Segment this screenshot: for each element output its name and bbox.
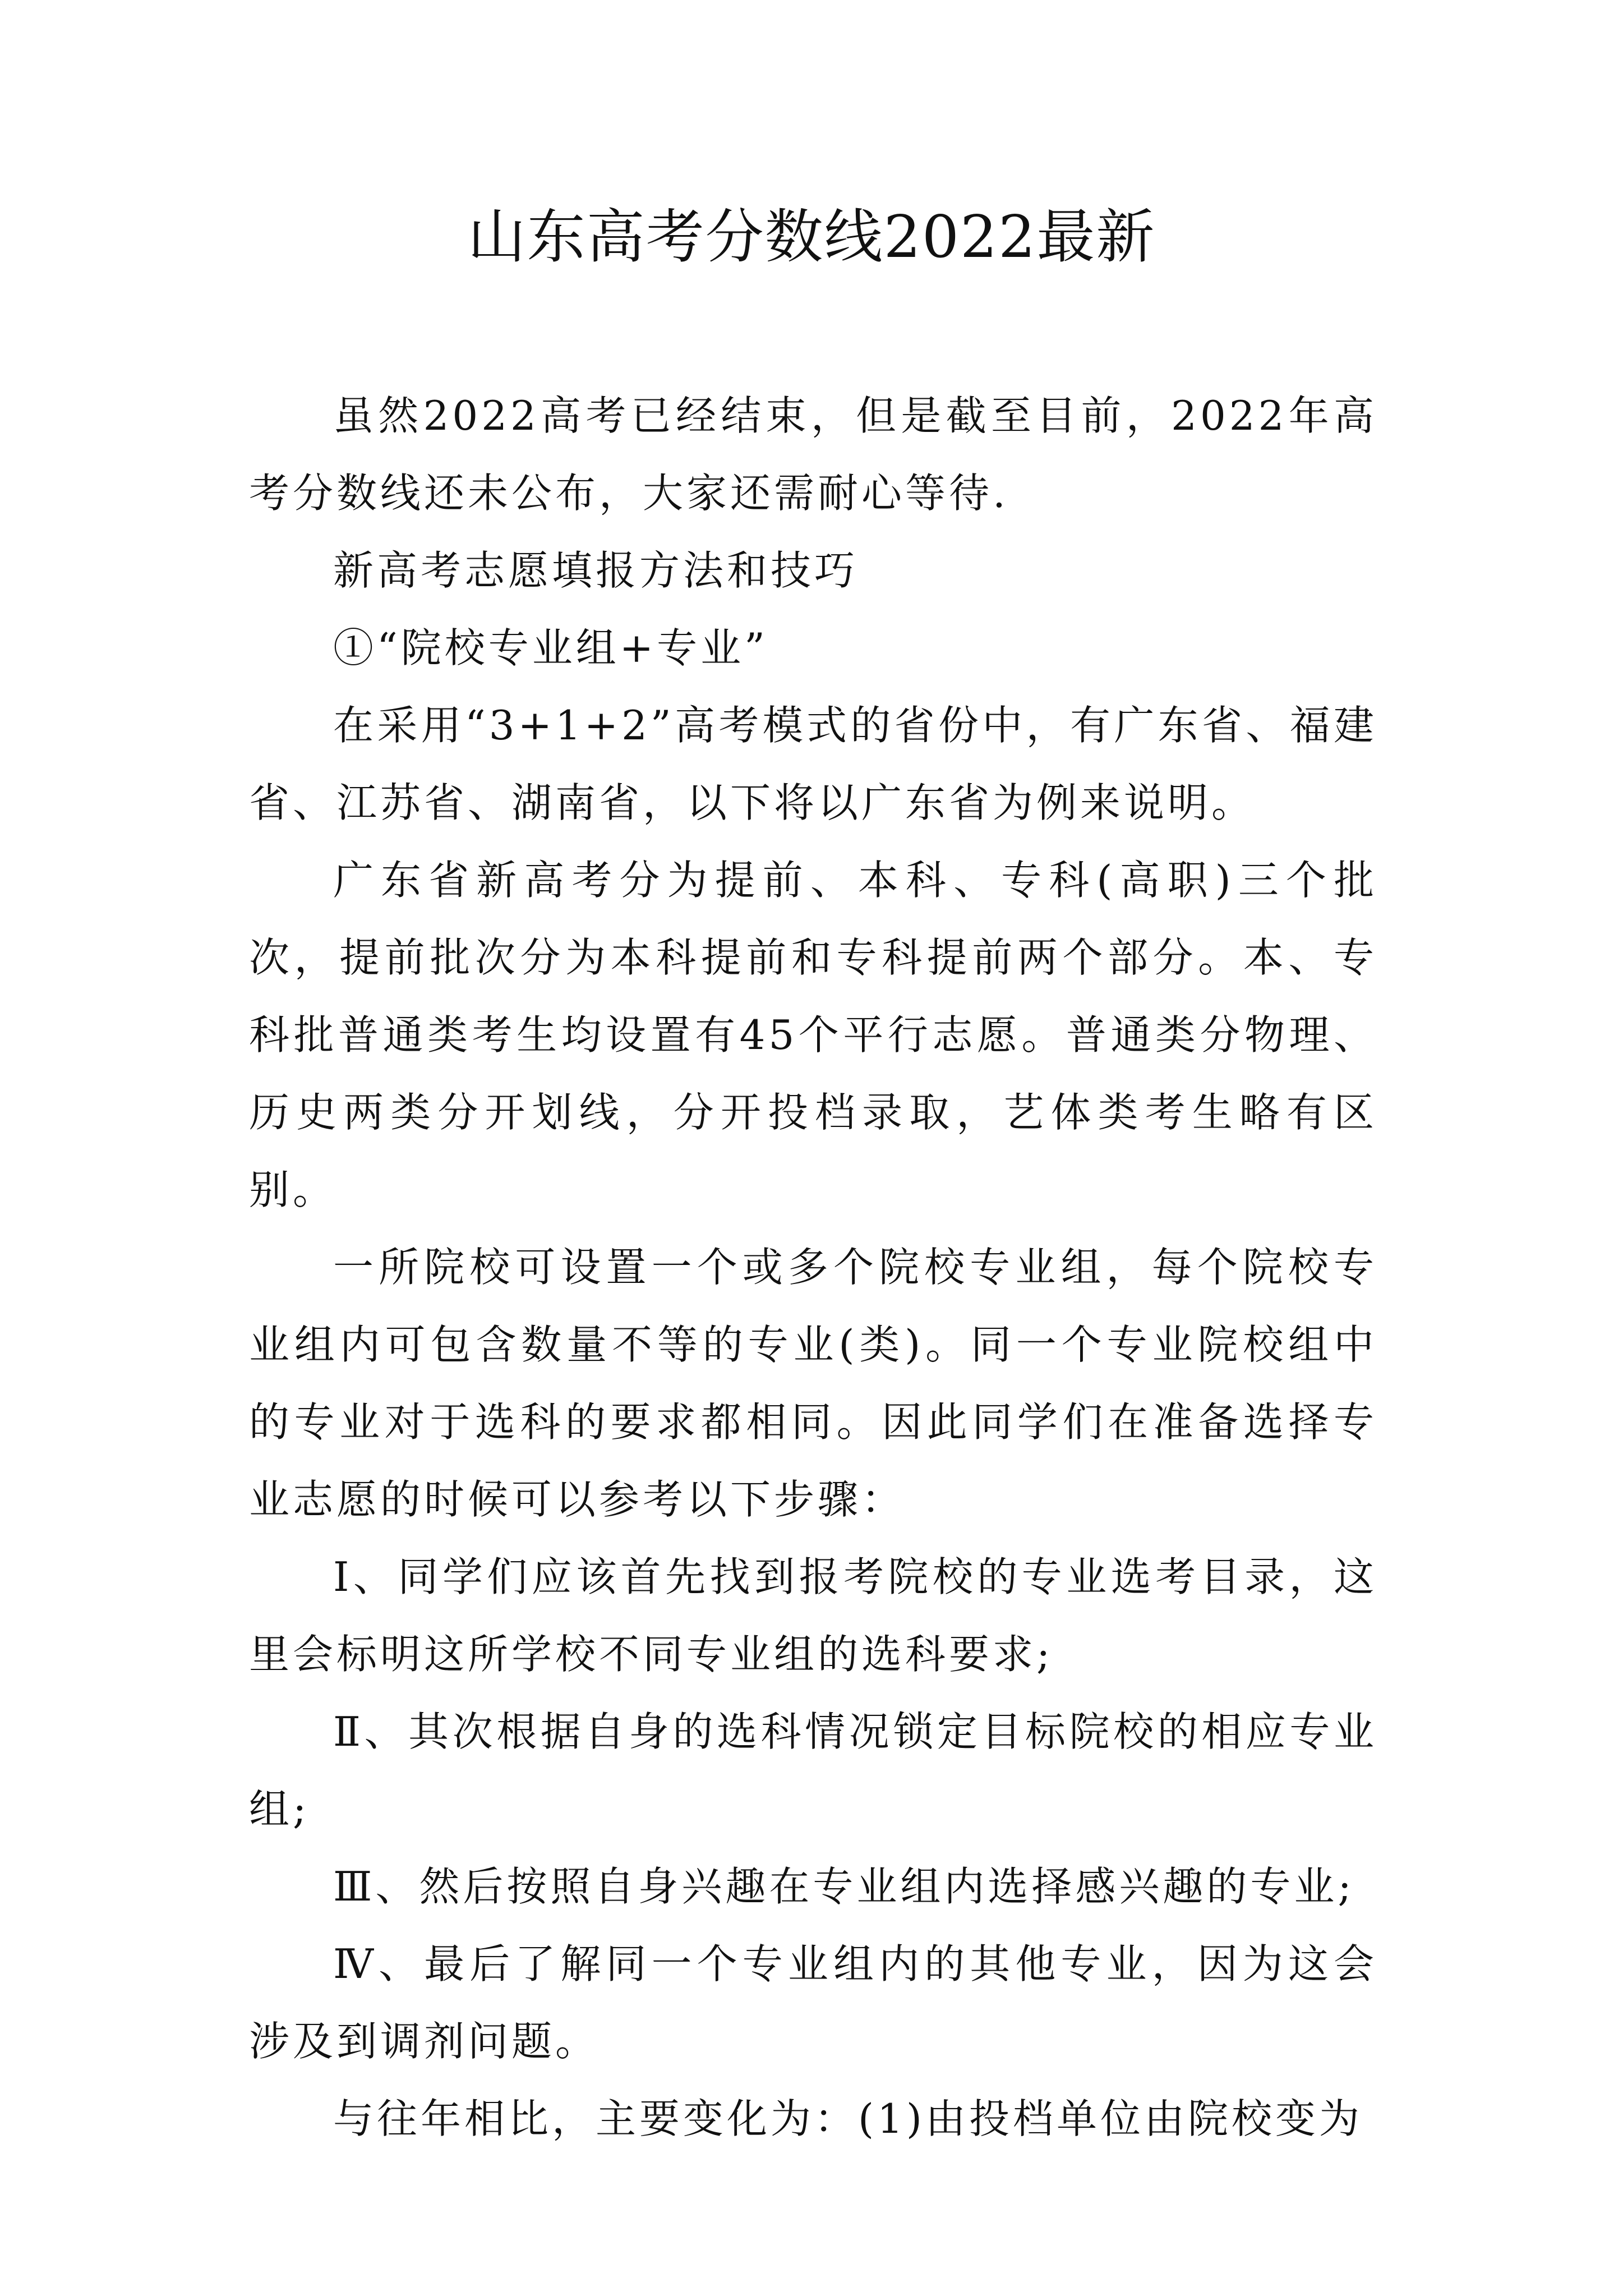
paragraph-step-3: Ⅲ、然后按照自身兴趣在专业组内选择感兴趣的专业; xyxy=(333,1863,1355,1910)
paragraph-step-2: Ⅱ、其次根据自身的选科情况锁定目标院校的相应专业组; xyxy=(249,1708,1377,1833)
paragraph-step-1: Ⅰ、同学们应该首先找到报考院校的专业选考目录，这里会标明这所学校不同专业组的选科要求; xyxy=(249,1553,1377,1678)
paragraph-heading-methods: 新高考志愿填报方法和技巧 xyxy=(333,547,859,594)
paragraph-step-4: Ⅳ、最后了解同一个专业组内的其他专业，因为这会涉及到调剂问题。 xyxy=(249,1940,1377,2065)
paragraph-college-groups: 一所院校可设置一个或多个院校专业组，每个院校专业组内可包含数量不等的专业(类)。同一个专业院校组中的专业对于选科的要求都相同。因此同学们在准备选择专业志愿的时候可以参考以下步骤： xyxy=(249,1244,1377,1523)
paragraph-guangdong-batches: 广东省新高考分为提前、本科、专科(高职)三个批次，提前批次分为本科提前和专科提前两个部分。本、专科批普通类考生均设置有45个平行志愿。普通类分物理、历史两类分开划线，分开投档录取，艺体类考生略有区别。 xyxy=(249,857,1377,1213)
paragraph-subheading-groups: ①“院校专业组+专业” xyxy=(333,624,768,671)
paragraph-provinces: 在采用“3+1+2”高考模式的省份中，有广东省、福建省、江苏省、湖南省，以下将以广东省为例来说明。 xyxy=(249,702,1377,826)
document-body xyxy=(249,377,1377,2157)
paragraph-intro: 虽然2022高考已经结束，但是截至目前，2022年高考分数线还未公布，大家还需耐心等待. xyxy=(249,392,1377,517)
document-title: 山东高考分数线2022最新 xyxy=(467,203,1156,271)
paragraph-changes: 与往年相比，主要变化为：(1)由投档单位由院校变为 xyxy=(333,2095,1363,2142)
